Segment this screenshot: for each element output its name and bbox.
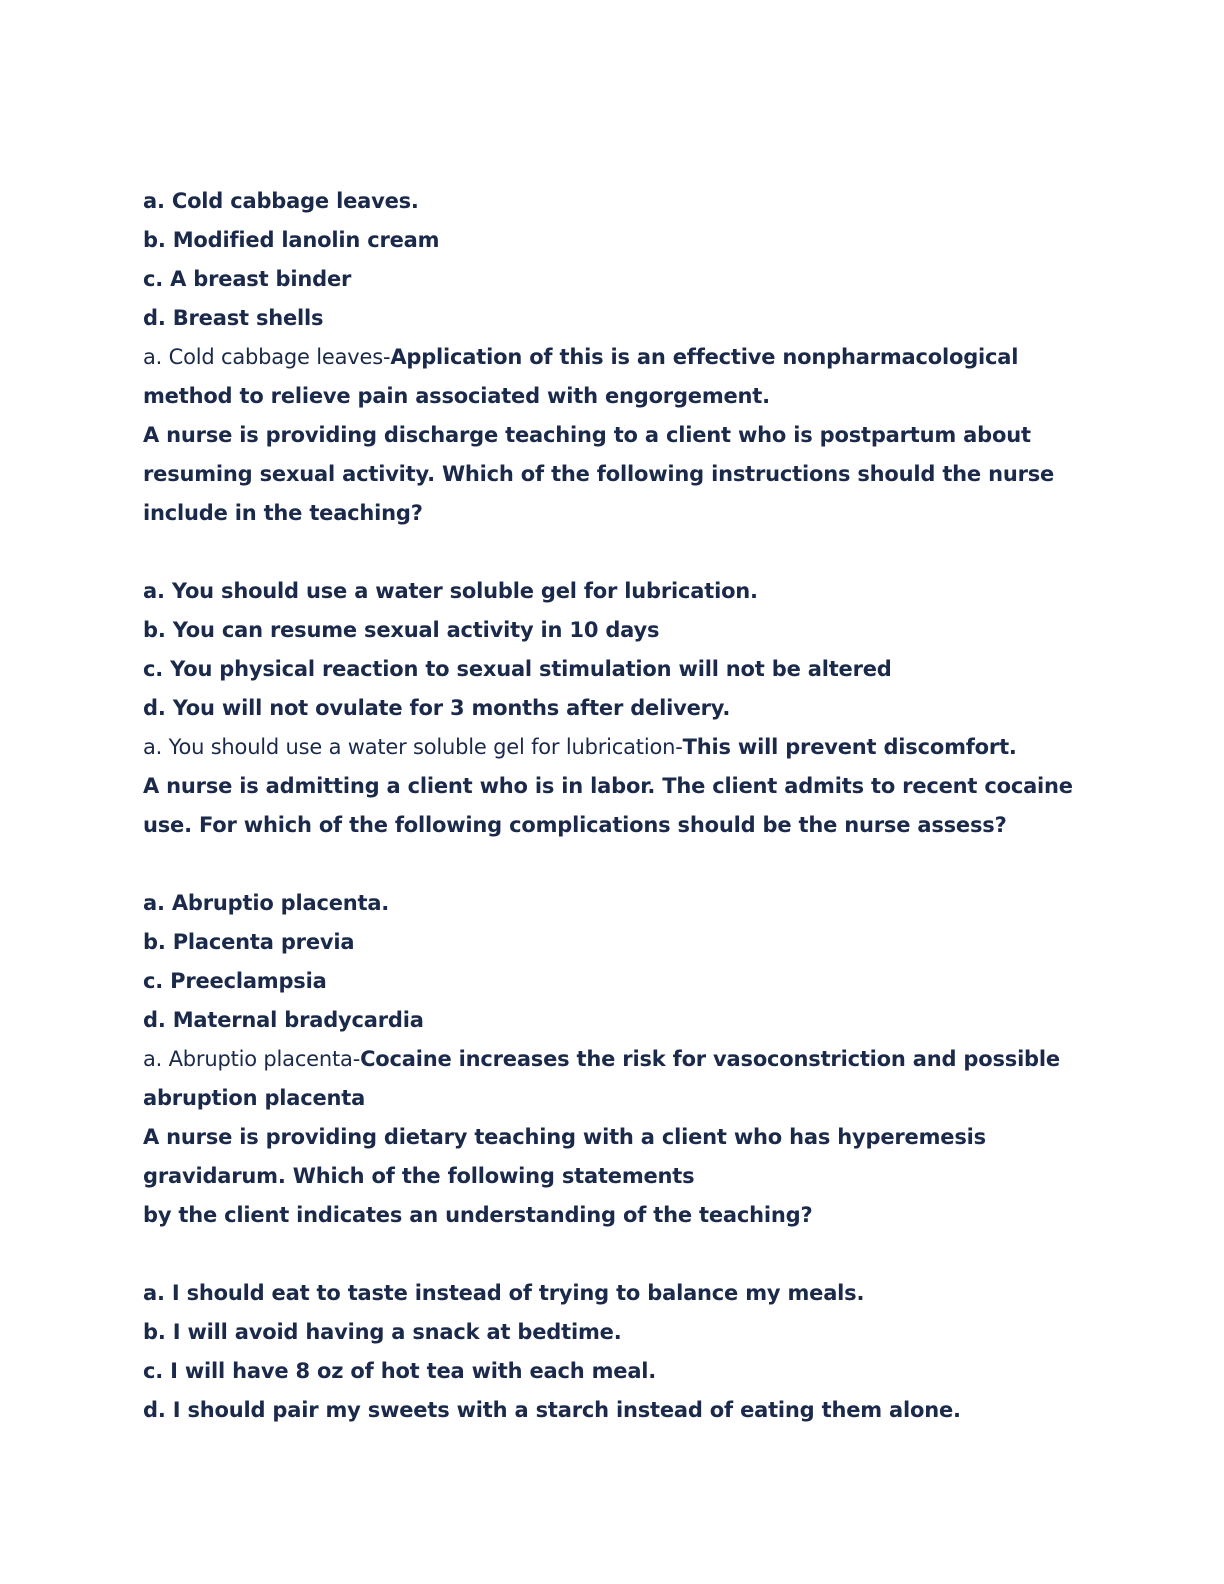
answer-label: a. You should use a water soluble gel for lubrication- [143, 735, 683, 759]
question-text: A nurse is providing dietary teaching with a client who has hyperemesis [143, 1125, 986, 1149]
question-text: by the client indicates an understanding of the teaching? [143, 1203, 813, 1227]
answer-rationale [143, 728, 1103, 767]
option-c: c. I will have 8 oz of hot tea with each meal. [143, 1359, 657, 1383]
question-text: use. For which of the following complications should be the nurse assess? [143, 813, 1007, 837]
option-b: b. Placenta previa [143, 930, 355, 954]
question-text: A nurse is providing discharge teaching to a client who is postpartum about [143, 423, 1031, 447]
spacer [143, 1235, 1103, 1274]
option-d: d. You will not ovulate for 3 months after delivery. [143, 696, 731, 720]
document-page [143, 182, 1103, 1430]
option-d: d. Maternal bradycardia [143, 1008, 424, 1032]
answer-rationale [143, 1040, 1103, 1079]
answer-label: a. Abruptio placenta- [143, 1047, 361, 1071]
answer-label: a. Cold cabbage leaves- [143, 345, 391, 369]
option-b: b. Modified lanolin cream [143, 228, 440, 252]
option-c: c. Preeclampsia [143, 969, 327, 993]
rationale-continuation: abruption placenta [143, 1086, 366, 1110]
rationale-continuation: method to relieve pain associated with engorgement. [143, 384, 770, 408]
option-d: d. I should pair my sweets with a starch instead of eating them alone. [143, 1398, 961, 1422]
question-text: resuming sexual activity. Which of the following instructions should the nurse [143, 462, 1055, 486]
spacer [143, 845, 1103, 884]
spacer [143, 533, 1103, 572]
option-a: a. Abruptio placenta. [143, 891, 390, 915]
option-b: b. You can resume sexual activity in 10 days [143, 618, 660, 642]
option-d: d. Breast shells [143, 306, 324, 330]
option-a: a. I should eat to taste instead of trying to balance my meals. [143, 1281, 865, 1305]
option-c: c. You physical reaction to sexual stimulation will not be altered [143, 657, 892, 681]
question-text: include in the teaching? [143, 501, 423, 525]
option-a: a. Cold cabbage leaves. [143, 189, 419, 213]
option-b: b. I will avoid having a snack at bedtime. [143, 1320, 622, 1344]
question-text: A nurse is admitting a client who is in labor. The client admits to recent cocaine [143, 774, 1073, 798]
rationale-text: Cocaine increases the risk for vasoconstriction and possible [360, 1047, 1060, 1071]
rationale-text: This will prevent discomfort. [682, 735, 1017, 759]
answer-rationale [143, 338, 1103, 377]
option-c: c. A breast binder [143, 267, 352, 291]
rationale-text: Application of this is an effective nonpharmacological [390, 345, 1019, 369]
question-text: gravidarum. Which of the following statements [143, 1164, 695, 1188]
option-a: a. You should use a water soluble gel for lubrication. [143, 579, 758, 603]
